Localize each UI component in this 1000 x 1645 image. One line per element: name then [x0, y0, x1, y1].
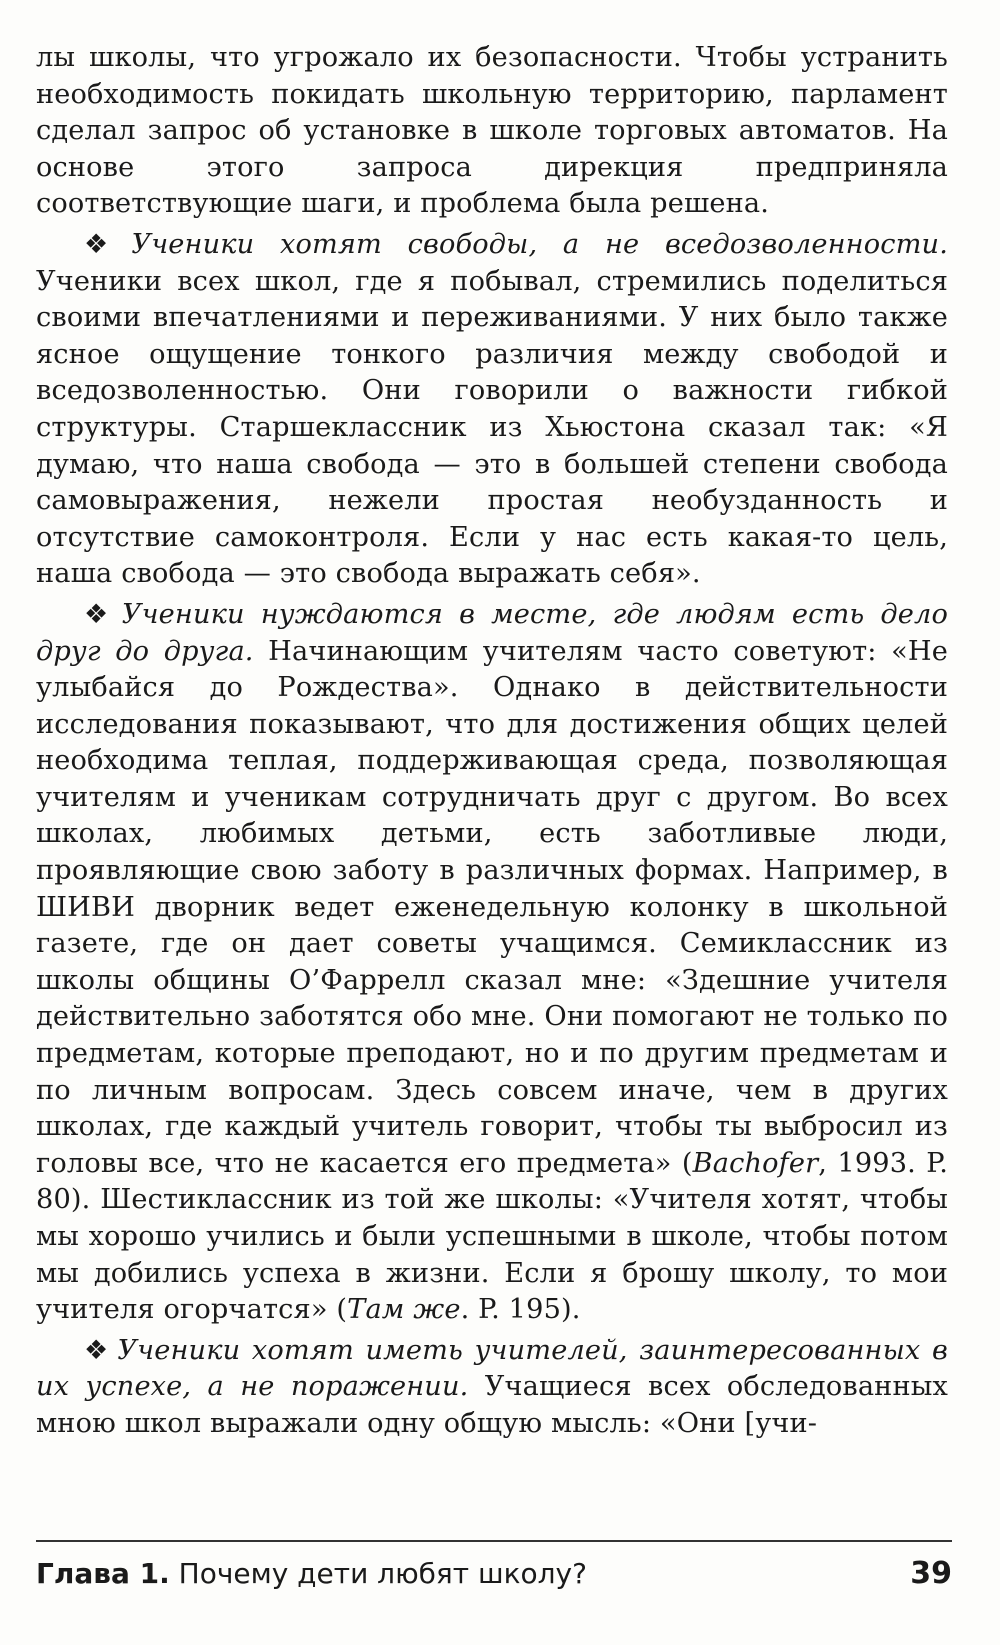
- chapter-title: Почему дети любят школу?: [169, 1557, 587, 1590]
- paragraph-3-text-2: , 1993. P. 80). Шестиклассник из той же школы: «Учителя хотят, чтобы мы хорошо учились и были успешными в школе, чтобы потом мы добились успеха в жизни. Если я брошу школу, то мои учителя огорчатся» (: [36, 1147, 948, 1326]
- paragraph-2-text: Ученики всех школ, где я побывал, стремились поделиться своими впечатлениями и переживаниями. У них было также ясное ощущение тонкого различия между свободой и вседозволенностью. Они говорили о важности гибкой структуры. Старшеклассник из Хьюстона сказал так: «Я думаю, что наша свобода — это в большей степени свобода самовыражения, нежели простая необузданность и отсутствие самоконтроля. Если у нас есть какая-то цель, наша свобода — это свобода выражать себя».: [36, 265, 948, 590]
- chapter-label: Глава 1.: [36, 1557, 170, 1590]
- paragraph-4: [36, 1333, 948, 1443]
- bullet-icon: ❖: [84, 1334, 112, 1366]
- page-footer: [36, 1556, 952, 1591]
- bullet-icon: ❖: [84, 598, 116, 630]
- body-text: [36, 40, 948, 1443]
- paragraph-2-lead: Ученики хотят свободы, а не вседозволенности.: [131, 228, 948, 260]
- paragraph-2: [36, 227, 948, 593]
- paragraph-1: [36, 40, 948, 223]
- running-footer: [36, 1557, 587, 1590]
- footer-divider: [36, 1540, 952, 1542]
- citation-author: Bachofer: [692, 1147, 819, 1179]
- paragraph-1-text: лы школы, что угрожало их безопасности. Чтобы устранить необходимость покидать школьную территорию, парламент сделал запрос об установке в школе торговых автоматов. На основе этого запроса дирекция предприняла соответствующие шаги, и проблема была решена.: [36, 42, 948, 220]
- citation-ibid: Там же: [347, 1294, 461, 1326]
- paragraph-3-text: Начинающим учителям часто советуют: «Не улыбайся до Рождества». Однако в действительности исследования показывают, что для достижения общих целей необходима теплая, поддерживающая среда, позволяющая учителям и ученикам сотрудничать друг с другом. Во всех школах, любимых детьми, есть заботливые люди, проявляющие свою заботу в различных формах. Например, в ШИВИ дворник ведет еженедельную колонку в школьной газете, где он дает советы учащимся. Семиклассник из школы общины О’Фаррелл сказал мне: «Здешние учителя действительно заботятся обо мне. Они помогают не только по предметам, которые преподают, но и по другим предметам и по личным вопросам. Здесь совсем иначе, чем в других школах, где каждый учитель говорит, чтобы ты выбросил из головы все, что не касается его предмета» (: [36, 635, 948, 1179]
- page-number: 39: [910, 1556, 952, 1591]
- paragraph-4-lead: Ученики хотят иметь учителей, заинтересованных в их успехе, а не поражении.: [36, 1334, 948, 1403]
- paragraph-4-text: Учащиеся всех обследованных мною школ выражали одну общую мысль: «Они [учи-: [36, 1371, 948, 1439]
- paragraph-3-text-3: . P. 195).: [460, 1294, 581, 1326]
- bullet-icon: ❖: [84, 228, 126, 260]
- paragraph-3-lead: Ученики нуждаются в месте, где людям есть дело друг до друга.: [36, 598, 948, 667]
- paragraph-3: [36, 597, 948, 1329]
